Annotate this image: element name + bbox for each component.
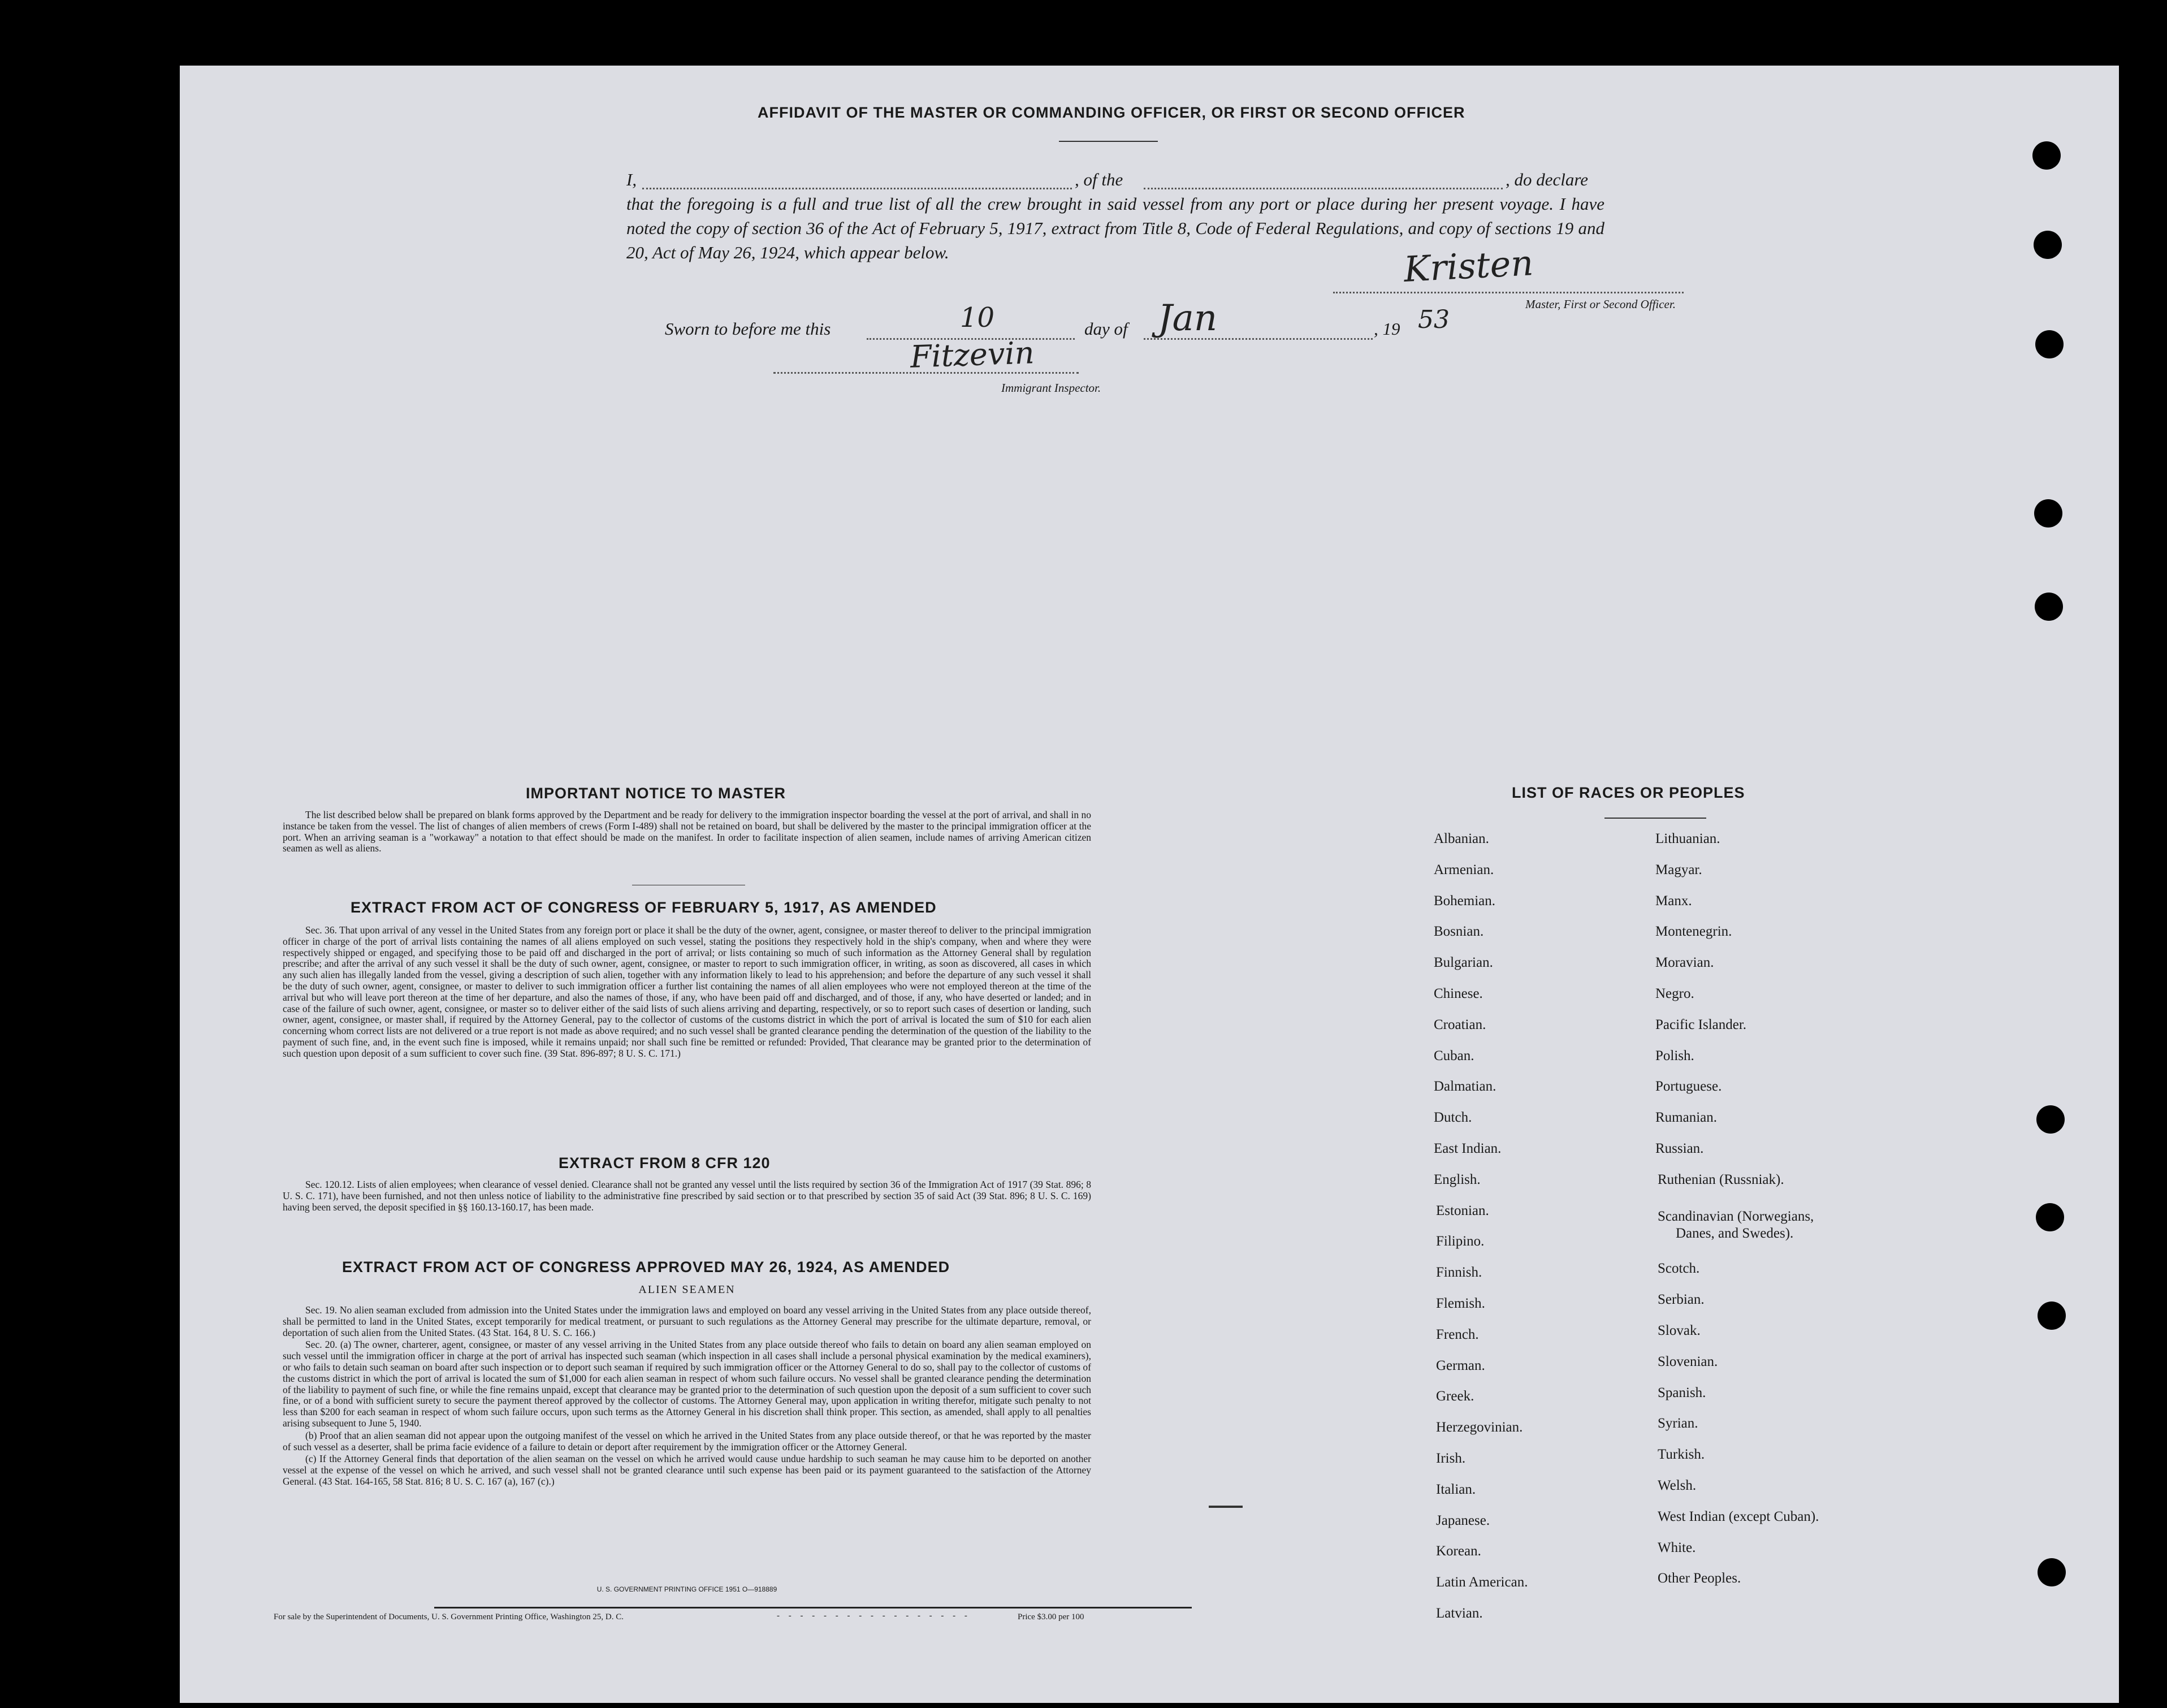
race-item: Bohemian. — [1434, 893, 1496, 909]
race-item: Greek. — [1436, 1389, 1474, 1404]
race-item: Dutch. — [1434, 1110, 1472, 1126]
race-item: French. — [1436, 1326, 1479, 1342]
punch-hole — [2036, 1105, 2065, 1134]
punch-hole — [2038, 1301, 2066, 1330]
race-item: Cuban. — [1434, 1048, 1474, 1063]
race-item: Pacific Islander. — [1655, 1017, 1747, 1032]
decl-do-declare: , do declare — [1506, 170, 1589, 189]
extract-1924-subtitle: ALIEN SEAMEN — [638, 1283, 736, 1296]
race-item: Korean. — [1436, 1543, 1481, 1559]
vessel-field[interactable] — [1144, 172, 1503, 189]
races-title: LIST OF RACES OR PEOPLES — [1512, 784, 1745, 801]
race-item: English. — [1434, 1171, 1481, 1187]
extract-cfr-title: EXTRACT FROM 8 CFR 120 — [559, 1154, 771, 1171]
races-rule — [1604, 818, 1706, 819]
race-item: Dalmatian. — [1434, 1079, 1496, 1095]
affidavit-title: AFFIDAVIT OF THE MASTER OR COMMANDING OFFICER, OR FIRST OR SECOND OFFICER — [758, 104, 1465, 121]
race-item: Albanian. — [1434, 831, 1489, 846]
year-value: 53 — [1418, 305, 1450, 334]
race-item: Montenegrin. — [1655, 924, 1732, 940]
for-sale-note: For sale by the Superintendent of Documents, U. S. Government Printing Office, Washington 25, D. C. — [274, 1612, 624, 1621]
race-item: Lithuanian. — [1655, 831, 1720, 846]
race-item: East Indian. — [1434, 1141, 1502, 1156]
race-item: Bulgarian. — [1434, 955, 1493, 971]
race-item: Moravian. — [1655, 955, 1714, 971]
stray-mark — [1209, 1506, 1243, 1508]
race-item: Negro. — [1655, 986, 1694, 1001]
race-item: Chinese. — [1434, 986, 1483, 1001]
sworn-day-value: 10 — [960, 302, 995, 334]
race-item: Ruthenian (Russniak). — [1658, 1171, 1784, 1187]
race-item: Scotch. — [1658, 1261, 1700, 1277]
race-item: White. — [1658, 1540, 1696, 1555]
race-item: Polish. — [1655, 1048, 1694, 1063]
race-item: Syrian. — [1658, 1416, 1698, 1432]
punch-hole — [2034, 231, 2062, 259]
race-item: Latin American. — [1436, 1575, 1528, 1590]
notice-title: IMPORTANT NOTICE TO MASTER — [526, 785, 786, 802]
name-field[interactable] — [642, 172, 1072, 189]
document-page — [180, 66, 2119, 1703]
punch-hole — [2032, 141, 2061, 170]
race-item: Magyar. — [1655, 862, 1702, 877]
extract-1924-title: EXTRACT FROM ACT OF CONGRESS APPROVED MAY 26, 1924, AS AMENDED — [342, 1259, 950, 1275]
decl-i: I, — [626, 170, 637, 189]
price-note: Price $3.00 per 100 — [1018, 1612, 1084, 1621]
race-item: West Indian (except Cuban). — [1658, 1508, 1819, 1524]
race-item: Irish. — [1436, 1451, 1466, 1466]
race-item: Flemish. — [1436, 1296, 1485, 1311]
race-item: Slovak. — [1658, 1323, 1701, 1338]
footer-leader: - - - - - - - - - - - - - - - - - — [777, 1611, 971, 1620]
notice-body: The list described below shall be prepared on blank forms approved by the Department and be ready for delivery to the immigration inspector boarding the vessel at the port of arrival, and shall in no instance be taken from the vessel. The list of changes of alien members of crews (Form I-489) shall not be retained on board, but shall be delivered by the master to the principal immigration officer at the port. When an arriving seaman is a "workaway" a notation to that effect should be made on the manifest. In order to facilitate inspection of alien seamen, include names of arriving American citizen seamen as well as aliens. — [283, 809, 1091, 854]
race-item: Slovenian. — [1658, 1354, 1718, 1369]
gpo-imprint: U. S. GOVERNMENT PRINTING OFFICE 1951 O—918889 — [596, 1585, 777, 1593]
race-item: Serbian. — [1658, 1292, 1705, 1308]
extract-cfr-body: Sec. 120.12. Lists of alien employees; when clearance of vessel denied. Clearance shall not be granted any vessel until the lists required by section 36 of the Immigration Act of 1917 (39 Stat. 896; 8 U. S. C. 171), have been furnished, and not then unless notice of liability to the administrative fine prescribed by said section or to that prescribed by section 35 of said Act (39 Stat. 896; 8 U. S. C. 169) having been served, the deposit specified in §§ 160.13-160.17, has been made. — [283, 1179, 1091, 1213]
race-item: Rumanian. — [1655, 1110, 1718, 1126]
inspector-signature-line[interactable] — [773, 371, 1079, 374]
race-item: Latvian. — [1436, 1606, 1483, 1621]
race-item: Finnish. — [1436, 1265, 1482, 1281]
race-item: Russian. — [1655, 1141, 1704, 1156]
race-item: Croatian. — [1434, 1017, 1486, 1032]
declaration-body: that the foregoing is a full and true list of all the crew brought in said vessel from any port or place during her present voyage. I have noted the copy of section 36 of the Act of February 5, 1917, extract from Title 8, Code of Federal Regulations, and copy of sections 19 and 20, Act of May 26, 1924, which appear below. — [626, 194, 1604, 262]
sworn-label: Sworn to before me this — [665, 319, 831, 339]
year-prefix: , 19 — [1374, 319, 1400, 339]
race-item: Bosnian. — [1434, 924, 1484, 940]
punch-hole — [2035, 593, 2063, 621]
race-item: Italian. — [1436, 1481, 1476, 1497]
race-item: Spanish. — [1658, 1385, 1706, 1400]
declaration-line-1 — [626, 167, 1604, 192]
month-value: Jan — [1158, 297, 1218, 339]
master-caption: Master, First or Second Officer. — [1525, 297, 1676, 311]
punch-hole — [2038, 1558, 2066, 1586]
footer-rule — [434, 1607, 1192, 1608]
race-item: Filipino. — [1436, 1234, 1485, 1249]
day-of-label: day of — [1084, 319, 1128, 339]
race-item: Estonian. — [1436, 1203, 1489, 1218]
race-item: Armenian. — [1434, 862, 1494, 877]
race-item: German. — [1436, 1357, 1485, 1373]
race-item: Manx. — [1655, 893, 1692, 909]
inspector-caption: Immigrant Inspector. — [1001, 381, 1101, 395]
punch-hole — [2035, 330, 2064, 358]
race-item: Danes, and Swedes). — [1676, 1225, 1794, 1241]
master-signature-line[interactable] — [1333, 291, 1684, 293]
race-item: Japanese. — [1436, 1512, 1490, 1528]
inspector-signature: Fitzevin — [909, 335, 1035, 375]
punch-hole — [2034, 499, 2062, 527]
extract-1917-body: Sec. 36. That upon arrival of any vessel in the United States from any foreign port or place it shall be the duty of the owner, agent, consignee, or master thereof to deliver to the principal immigration officer in charge of the port of arrival lists containing the names of all aliens employed on such vessel, stating the positions they respectively hold in the ship's company, when and where they were respectively shipped or engaged, and specifying those to be paid off and discharged in the port of arrival; or lists containing so much of such information as the Attorney General shall by regulation prescribe; and after the arrival of any such vessel it shall be the duty of such owner, agent, consignee, or master to report to such immigration officer, in writing, as soon as discovered, all cases in which any such alien has illegally landed from the vessel, giving a description of such alien, together with any information likely to lead to his apprehension; and before the departure of any such vessel it shall be the duty of such owner, agent, consignee, or master to deliver to such immigration officer a further list containing the names of all alien employees who were not employed thereon at the time of the arrival but who will leave port thereon at the time of her departure, and also the names of those, if any, who have been paid off and discharged, and of those, if any, who have deserted or landed; and in case of the failure of such owner, agent, consignee, or master so to deliver either of the said lists of such aliens arriving and departing, respectively, or so to report such cases of desertion or landing, such owner, agent, consignee, or master shall, if required by the Attorney General, pay to the collector of customs of the customs district in which the port of arrival is located the sum of $10 for each alien concerning whom correct lists are not delivered or a true report is not made as above required; and no such vessel shall be granted clearance pending the determination of the question of the liability to the payment of such fine, and, in the event such fine is imposed, while it remains unpaid; nor shall such fine be remitted or refunded: Provided, That clearance may be granted prior to the determination of such question upon deposit of a sum sufficient to cover such fine. (39 Stat. 896-897; 8 U. S. C. 171.) — [283, 924, 1091, 1059]
race-item: Scandinavian (Norwegians, — [1658, 1208, 1814, 1224]
master-signature: Kristen — [1403, 242, 1534, 290]
extract-1917-title: EXTRACT FROM ACT OF CONGRESS OF FEBRUARY 5, 1917, AS AMENDED — [351, 899, 937, 916]
decl-of-the: , of the — [1075, 170, 1123, 189]
punch-hole — [2036, 1203, 2064, 1231]
race-item: Turkish. — [1658, 1447, 1705, 1463]
race-item: Portuguese. — [1655, 1079, 1722, 1095]
extract-1924-body: Sec. 19. No alien seaman excluded from admission into the United States under the immigration laws and employed on board any vessel arriving in the United States from any place outside thereof, shall be permitted to land in the United States, except temporarily for medical treatment, or pursuant to such regulations as the Attorney General may prescribe for the ultimate departure, removal, or deportation of such alien from the United States. (43 Stat. 164, 8 U. S. C. 166.) Sec. 20. (a) The owner, charterer, agent, consignee, or master of any vessel arriving in the United States from any place outside thereof who fails to detain on board any alien seaman employed on such vessel until the immigration officer in charge at the port of arrival has inspected such seaman (which inspection in all cases shall include a personal physical examination by the medical examiners), or who fails to detain such seaman on board after such inspection or to deport such seaman if required by such immigration officer or the Attorney General to do so, shall pay to the collector of customs of the customs district in which the port of arrival is located the sum of $1,000 for each alien seaman in respect of whom such failure occurs. No vessel shall be granted clearance pending the determination of the liability to payment of such fine, or while the fine remains unpaid, except that clearance may be granted prior to the determination of such question upon the deposit of a sum sufficient to cover such fine, or of a bond with sufficient surety to secure the payment thereof approved by the collector of customs. The Attorney General may, upon application in writing therefor, mitigate such penalty to not less than $200 for each seaman in respect of whom such failure occurs, upon such terms as the Attorney General in his discretion shall think proper. This section, as amended, shall apply to all penalties arising subsequent to June 5, 1940. (b) Proof that an alien seaman did not appear upon the outgoing manifest of the vessel on which he arrived in the United States from any place outside thereof, or that he was reported by the master of such vessel as a deserter, shall be prima facie evidence of a failure to detain or deport after requirement by the immigration officer or the Attorney General. (c) If the Attorney General finds that deportation of the alien seaman on the vessel on which he arrived would cause undue hardship to such seaman he may cause him to be deported on another vessel at the expense of the vessel on which he arrived, and such vessel shall not be granted clearance until such expense has been paid or its payment guaranteed to the satisfaction of the Attorney General. (43 Stat. 164-165, 58 Stat. 816; 8 U. S. C. 167 (a), 167 (c).) — [283, 1304, 1091, 1487]
race-item: Herzegovinian. — [1436, 1420, 1523, 1435]
race-item: Other Peoples. — [1658, 1571, 1741, 1586]
title-rule — [1059, 141, 1158, 142]
race-item: Welsh. — [1658, 1478, 1697, 1493]
